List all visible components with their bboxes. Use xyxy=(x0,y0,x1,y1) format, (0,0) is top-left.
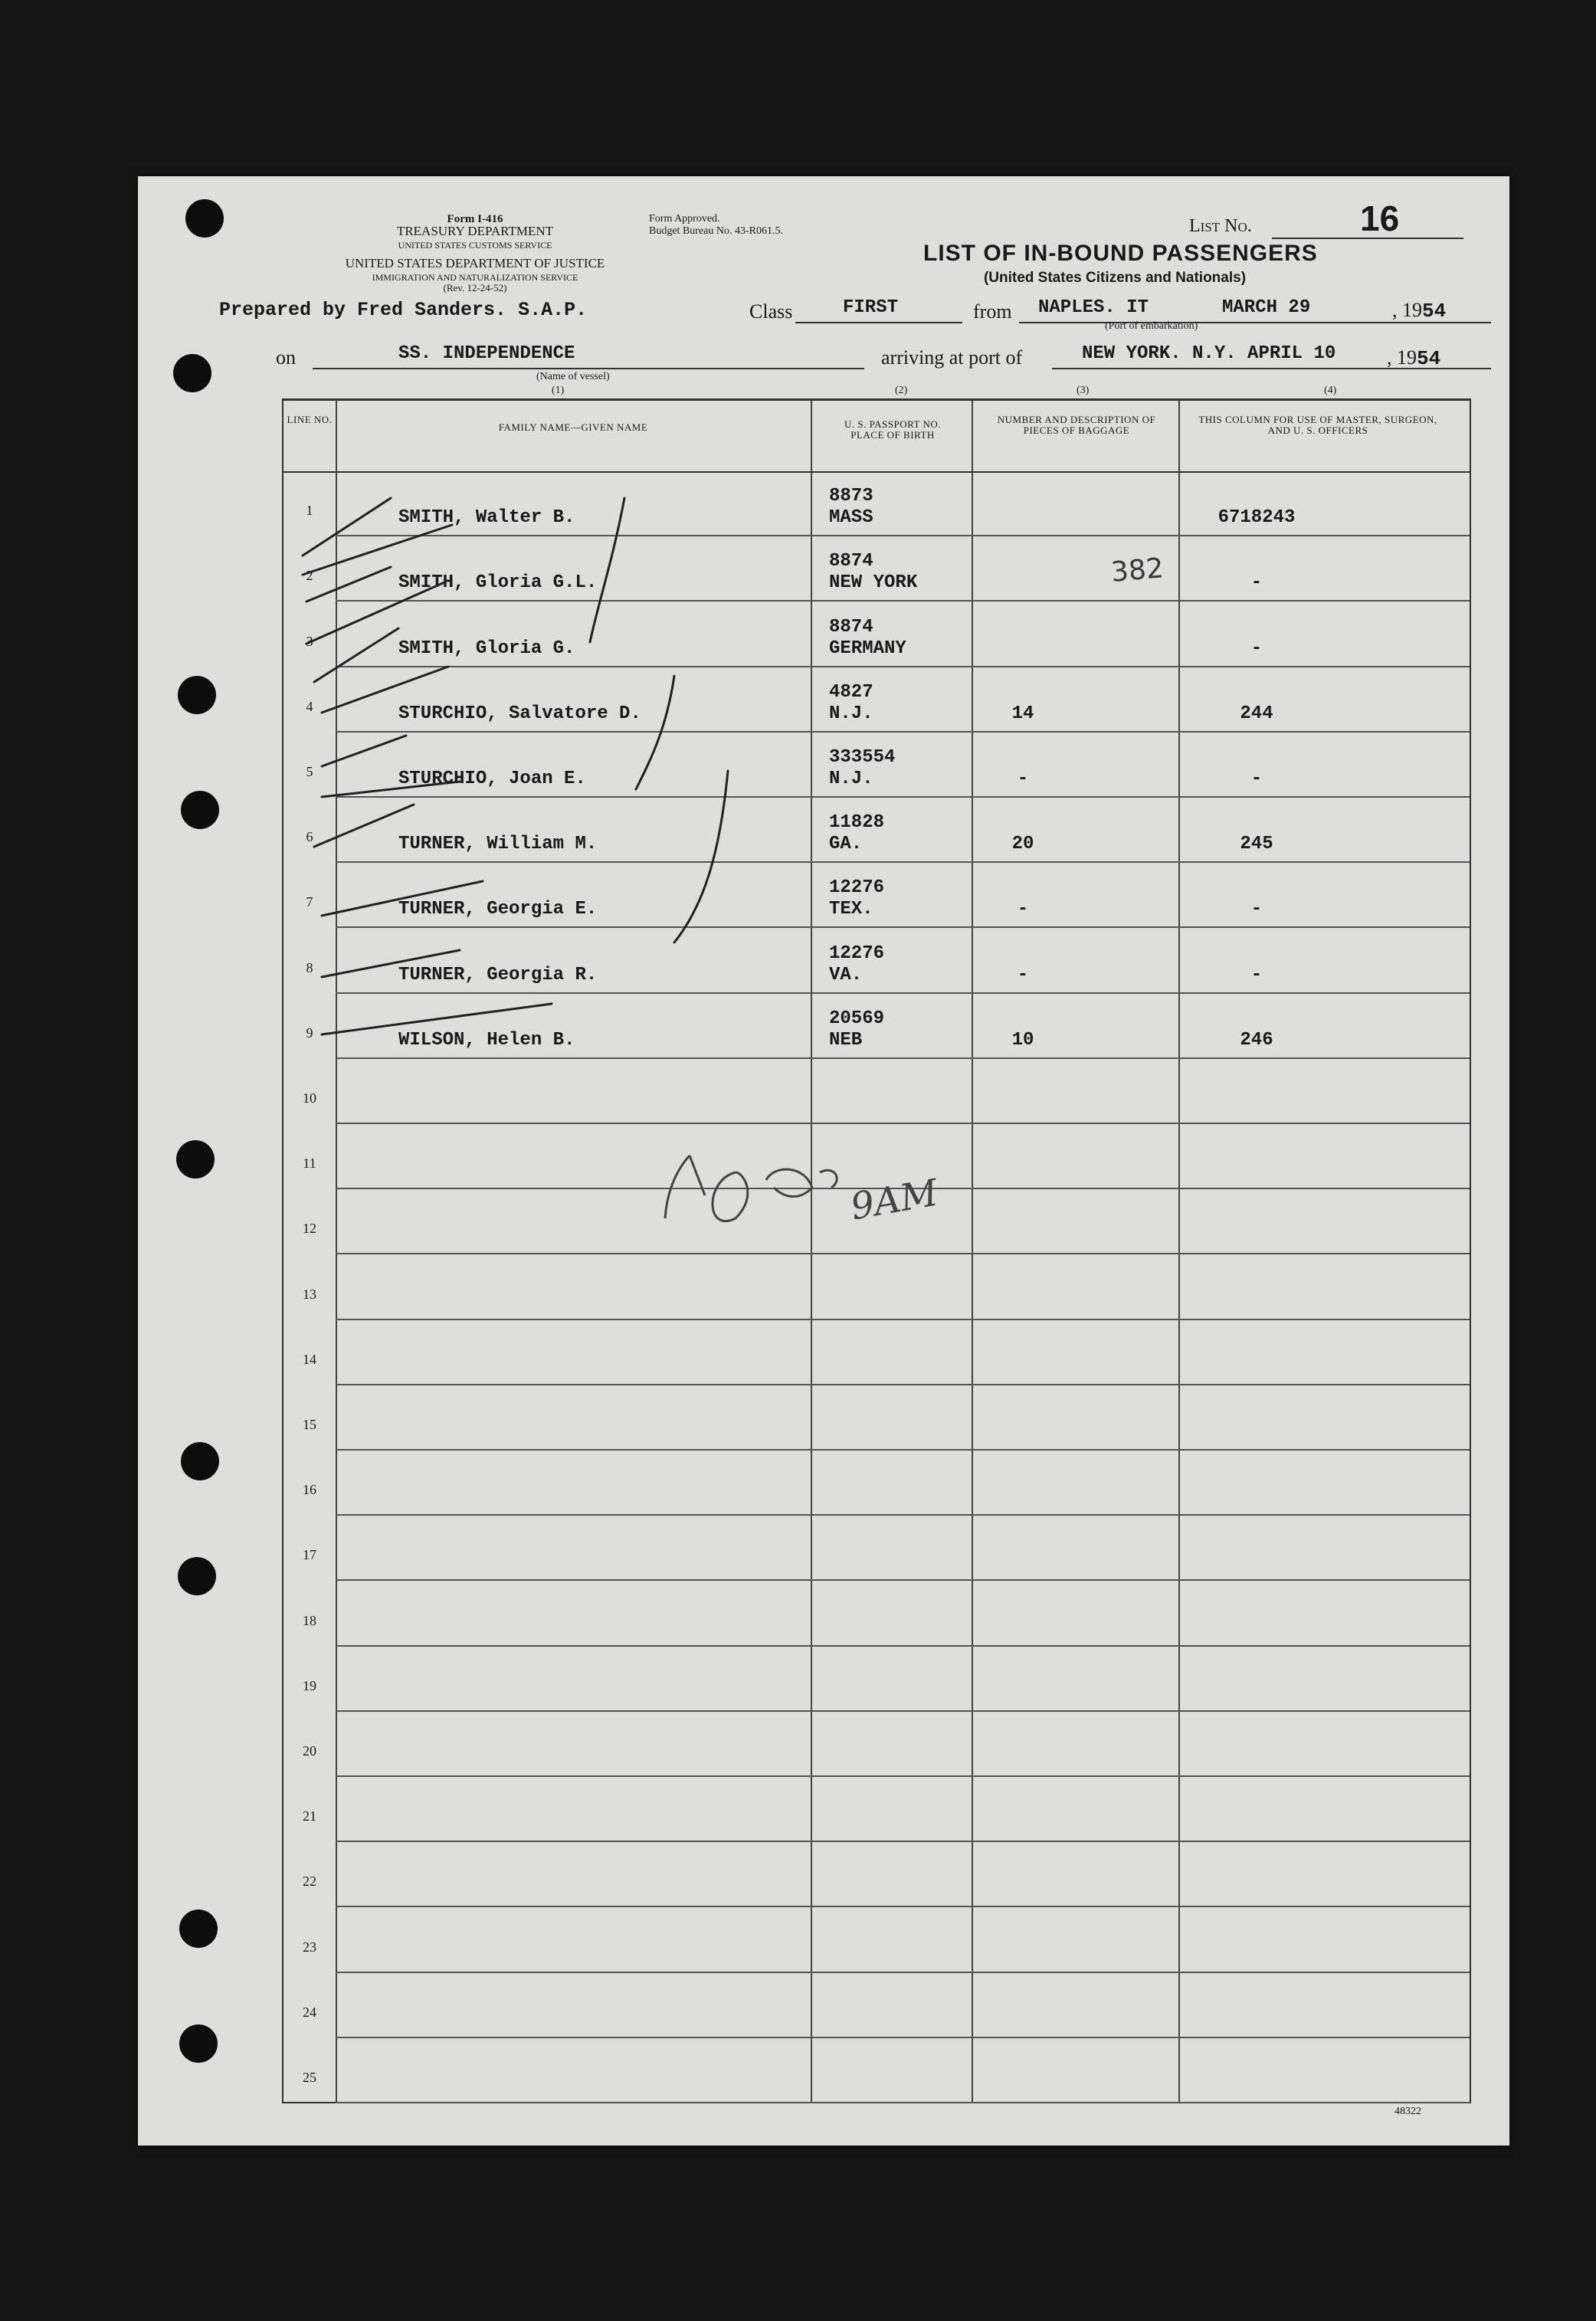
passport-number: 8873 xyxy=(829,486,873,507)
line-number: 5 xyxy=(306,763,313,779)
officer-entry: 245 xyxy=(1240,834,1273,855)
officer-entry: 244 xyxy=(1240,703,1273,724)
place-of-birth: GA. xyxy=(829,834,863,855)
line-number: 15 xyxy=(303,1416,316,1432)
baggage-count: 14 xyxy=(1011,703,1034,724)
col-num-1: (1) xyxy=(552,385,565,396)
line-number: 18 xyxy=(303,1612,316,1628)
passport-number: 8874 xyxy=(829,616,873,638)
baggage-count: 20 xyxy=(1011,834,1034,855)
form-approved: Form Approved. xyxy=(649,213,720,225)
form-title: LIST OF IN-BOUND PASSENGERS xyxy=(923,241,1318,266)
officer-entry: - xyxy=(1250,638,1263,659)
customs-service: UNITED STATES CUSTOMS SERVICE xyxy=(398,240,552,251)
officer-entry: 246 xyxy=(1240,1029,1273,1051)
port-caption: (Port of embarkation) xyxy=(1105,320,1198,332)
arriving-label: arriving at port of xyxy=(881,346,1023,369)
col-num-4: (4) xyxy=(1324,385,1337,396)
baggage-note: 382 xyxy=(1109,552,1165,588)
line-number: 20 xyxy=(303,1742,316,1759)
from-label: from xyxy=(973,300,1012,323)
budget-bureau: Budget Bureau No. 43-R061.5. xyxy=(649,225,783,237)
form-subtitle: (United States Citizens and Nationals) xyxy=(983,270,1247,286)
passenger-name: TURNER, Georgia R. xyxy=(398,964,598,985)
place-of-birth: GERMANY xyxy=(829,638,906,659)
passport-number: 20569 xyxy=(829,1008,885,1029)
line-number: 21 xyxy=(303,1808,316,1824)
revision: (Rev. 12-24-52) xyxy=(443,282,507,293)
on-label: on xyxy=(276,346,296,369)
line-number: 13 xyxy=(303,1286,316,1302)
officer-entry: - xyxy=(1250,964,1263,985)
passenger-name: STURCHIO, Joan E. xyxy=(398,768,586,789)
list-number: 16 xyxy=(1360,198,1400,238)
passport-number: 12276 xyxy=(829,877,885,899)
arrival-value: NEW YORK. N.Y. APRIL 10 xyxy=(1082,343,1336,364)
baggage-count: 10 xyxy=(1011,1029,1034,1051)
depart-date: MARCH 29 xyxy=(1222,297,1311,318)
line-number: 11 xyxy=(303,1156,316,1172)
place-of-birth: MASS xyxy=(829,507,873,529)
arrival-year-prefix: 19 xyxy=(1397,346,1417,369)
signature-text: 9AM xyxy=(847,1171,942,1229)
header-line-no: LINE NO. xyxy=(287,414,333,425)
line-number: 24 xyxy=(303,2004,316,2020)
depart-year: , 1954 xyxy=(1392,299,1447,323)
passenger-name: STURCHIO, Salvatore D. xyxy=(398,703,641,724)
header-baggage: NUMBER AND DESCRIPTION OF PIECES OF BAGGAGE xyxy=(997,414,1156,436)
passport-number: 4827 xyxy=(829,681,873,703)
passenger-name: TURNER, William M. xyxy=(398,834,598,855)
officer-entry: - xyxy=(1250,899,1263,920)
passenger-name: SMITH, Gloria G. xyxy=(398,638,575,659)
line-number: 9 xyxy=(306,1024,313,1041)
from-value: NAPLES. IT xyxy=(1038,297,1149,318)
passport-number: 333554 xyxy=(829,746,896,768)
place-of-birth: N.J. xyxy=(829,768,873,789)
passport-number: 8874 xyxy=(829,551,873,572)
check-marks xyxy=(138,176,1509,2146)
passport-number: 11828 xyxy=(829,812,885,834)
line-number: 1 xyxy=(306,503,313,519)
footer-number: 48322 xyxy=(1394,2106,1421,2117)
header-name: FAMILY NAME—GIVEN NAME xyxy=(498,421,648,433)
class-label: Class xyxy=(749,300,793,323)
officer-entry: 6718243 xyxy=(1217,507,1296,529)
col-num-3: (3) xyxy=(1077,385,1090,396)
form-number: Form I-416 xyxy=(447,213,503,225)
line-number: 6 xyxy=(306,829,313,845)
line-number: 8 xyxy=(306,959,313,975)
line-number: 10 xyxy=(303,1090,316,1106)
baggage-count: - xyxy=(1017,899,1029,920)
line-number: 3 xyxy=(306,633,313,649)
header-passport: U. S. PASSPORT NO. PLACE OF BIRTH xyxy=(844,418,941,441)
header-officers: THIS COLUMN FOR USE OF MASTER, SURGEON, AND U. S. OFFICERS xyxy=(1198,414,1437,436)
prepared-by: Prepared by Fred Sanders. S.A.P. xyxy=(219,299,588,321)
depart-year-prefix: 19 xyxy=(1402,299,1422,321)
line-number: 7 xyxy=(306,894,313,910)
arrival-year-value: 54 xyxy=(1417,347,1441,370)
treasury-dept: TREASURY DEPARTMENT xyxy=(396,224,554,238)
line-number: 4 xyxy=(306,698,313,714)
passenger-name: SMITH, Walter B. xyxy=(398,507,575,529)
line-number: 16 xyxy=(303,1482,316,1498)
baggage-count: - xyxy=(1017,964,1029,985)
justice-dept: UNITED STATES DEPARTMENT OF JUSTICE xyxy=(345,256,605,270)
line-number: 14 xyxy=(303,1351,316,1367)
officer-entry: - xyxy=(1250,572,1263,594)
line-number: 17 xyxy=(303,1547,316,1563)
arrival-year: , 1954 xyxy=(1387,346,1441,370)
class-value: FIRST xyxy=(843,297,899,318)
place-of-birth: VA. xyxy=(829,964,863,985)
depart-year-value: 54 xyxy=(1422,300,1447,323)
line-number: 2 xyxy=(306,568,313,584)
col-num-2: (2) xyxy=(895,385,908,396)
line-number: 22 xyxy=(303,1874,316,1890)
place-of-birth: NEW YORK xyxy=(829,572,918,594)
vessel-caption: (Name of vessel) xyxy=(536,371,610,382)
place-of-birth: N.J. xyxy=(829,703,873,724)
place-of-birth: TEX. xyxy=(829,899,873,920)
place-of-birth: NEB xyxy=(829,1029,863,1051)
passport-number: 12276 xyxy=(829,942,885,964)
passenger-name: WILSON, Helen B. xyxy=(398,1029,575,1051)
passenger-name: SMITH, Gloria G.L. xyxy=(398,572,598,594)
ins-service: IMMIGRATION AND NATURALIZATION SERVICE xyxy=(372,272,578,283)
line-number: 23 xyxy=(303,1939,316,1955)
passenger-name: TURNER, Georgia E. xyxy=(398,899,598,920)
line-number: 12 xyxy=(303,1221,316,1237)
signature-icon xyxy=(665,1156,837,1221)
vessel-name: SS. INDEPENDENCE xyxy=(398,343,575,364)
line-number: 25 xyxy=(303,2069,316,2085)
baggage-count: - xyxy=(1017,768,1029,789)
line-number: 19 xyxy=(303,1677,316,1693)
list-no-label: List No. xyxy=(1189,216,1252,236)
document-page xyxy=(138,176,1509,2146)
officer-entry: - xyxy=(1250,768,1263,789)
